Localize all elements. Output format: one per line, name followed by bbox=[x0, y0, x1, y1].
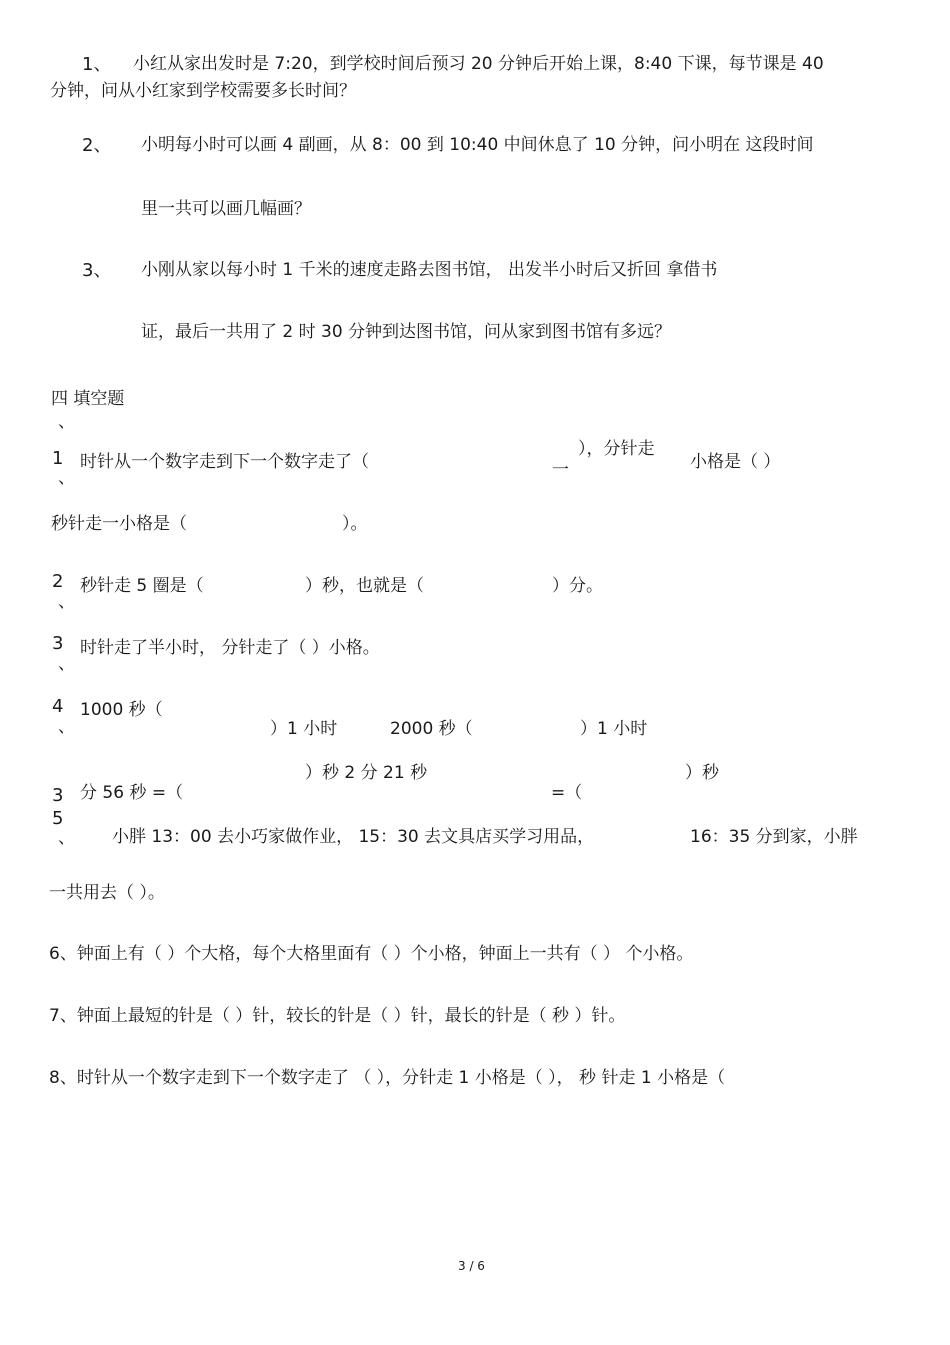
q2-text-a: 秒针走 5 圈是（ bbox=[80, 576, 204, 596]
q4-text-a: 1000 秒（ bbox=[80, 700, 163, 720]
q3-text-a: 时针走了半小时， 分针走了（ ）小格。 bbox=[80, 638, 380, 658]
q3-separator: 、 bbox=[58, 654, 75, 674]
q6-text: 6、钟面上有（ ）个大格，每个大格里面有（ ）个小格，钟面上一共有（ ） 个小格。 bbox=[49, 944, 694, 964]
page-number: 3 / 6 bbox=[458, 1259, 485, 1273]
q1-separator-top: 、 bbox=[58, 412, 75, 432]
q2-separator: 、 bbox=[58, 592, 75, 612]
problem-3-line-1: 小刚从家以每小时 1 千米的速度走路去图书馆， 出发半小时后又折回 拿借书 bbox=[141, 260, 718, 280]
problem-2-line-2: 里一共可以画几幅画？ bbox=[141, 199, 311, 219]
q4-number: 4 bbox=[52, 696, 64, 717]
q1-number: 1 bbox=[52, 448, 64, 469]
q1-text-e: 秒针走一小格是（ bbox=[51, 514, 187, 534]
problem-1-line-1: 小红从家出发时是 7:20，到学校时间后预习 20 分钟后开始上课，8:40 下课，每节课是 40 bbox=[133, 54, 824, 74]
q1-text-a: 时针从一个数字走到下一个数字走了（ bbox=[80, 452, 369, 472]
problem-3-line-2: 证，最后一共用了 2 时 30 分钟到达图书馆，问从家到图书馆有多远？ bbox=[141, 322, 672, 342]
q2-text-b: ）秒，也就是（ bbox=[305, 576, 424, 596]
q1-text-c: 一 bbox=[552, 460, 569, 480]
q4-text-h: 分 56 秒 =（ bbox=[80, 783, 184, 803]
q1-separator: 、 bbox=[58, 468, 75, 488]
q4-text-f: ）秒 bbox=[685, 763, 719, 783]
problem-1-line-2: 分钟，问从小红家到学校需要多长时间？ bbox=[50, 81, 356, 101]
problem-1-number: 1、 bbox=[82, 54, 112, 75]
q5-separator: 、 bbox=[58, 828, 75, 848]
section-title: 四 填空题 bbox=[51, 389, 125, 409]
q1-text-f: ）。 bbox=[342, 514, 368, 534]
q3-number: 3 bbox=[52, 633, 64, 654]
q1-text-d: 小格是（ ） bbox=[690, 452, 781, 472]
problem-3-number: 3、 bbox=[82, 260, 112, 281]
q4-text-d: ）1 小时 bbox=[580, 719, 648, 739]
problem-2-line-1: 小明每小时可以画 4 副画，从 8：00 到 10:40 中间休息了 10 分钟，问小明在 这段时间 bbox=[141, 135, 814, 155]
problem-2-number: 2、 bbox=[82, 135, 112, 156]
q4-text-e: ）秒 2 分 21 秒 bbox=[305, 763, 428, 783]
q4-text-g: 3 bbox=[52, 785, 64, 806]
q5-text-b: 16：35 分到家，小胖 bbox=[690, 827, 858, 847]
q5-number: 5 bbox=[52, 808, 64, 829]
q4-separator: 、 bbox=[58, 717, 75, 737]
q4-text-i: =（ bbox=[551, 783, 583, 803]
q4-text-c: 2000 秒（ bbox=[390, 719, 473, 739]
q8-text: 8、时针从一个数字走到下一个数字走了 （ ），分针走 1 小格是（ ）， 秒 针走 1 小格是（ bbox=[49, 1068, 726, 1088]
q5-text-c: 一共用去（ ）。 bbox=[49, 883, 165, 903]
q7-text: 7、钟面上最短的针是（ ）针，较长的针是（ ）针，最长的针是（ 秒 ）针。 bbox=[49, 1006, 626, 1026]
q2-text-c: ）分。 bbox=[552, 576, 603, 596]
q1-text-b: ），分针走 bbox=[578, 439, 655, 459]
q5-text-a: 小胖 13：00 去小巧家做作业， 15：30 去文具店买学习用品， bbox=[112, 827, 595, 847]
q4-text-b: ）1 小时 bbox=[270, 719, 338, 739]
q2-number: 2 bbox=[52, 571, 64, 592]
